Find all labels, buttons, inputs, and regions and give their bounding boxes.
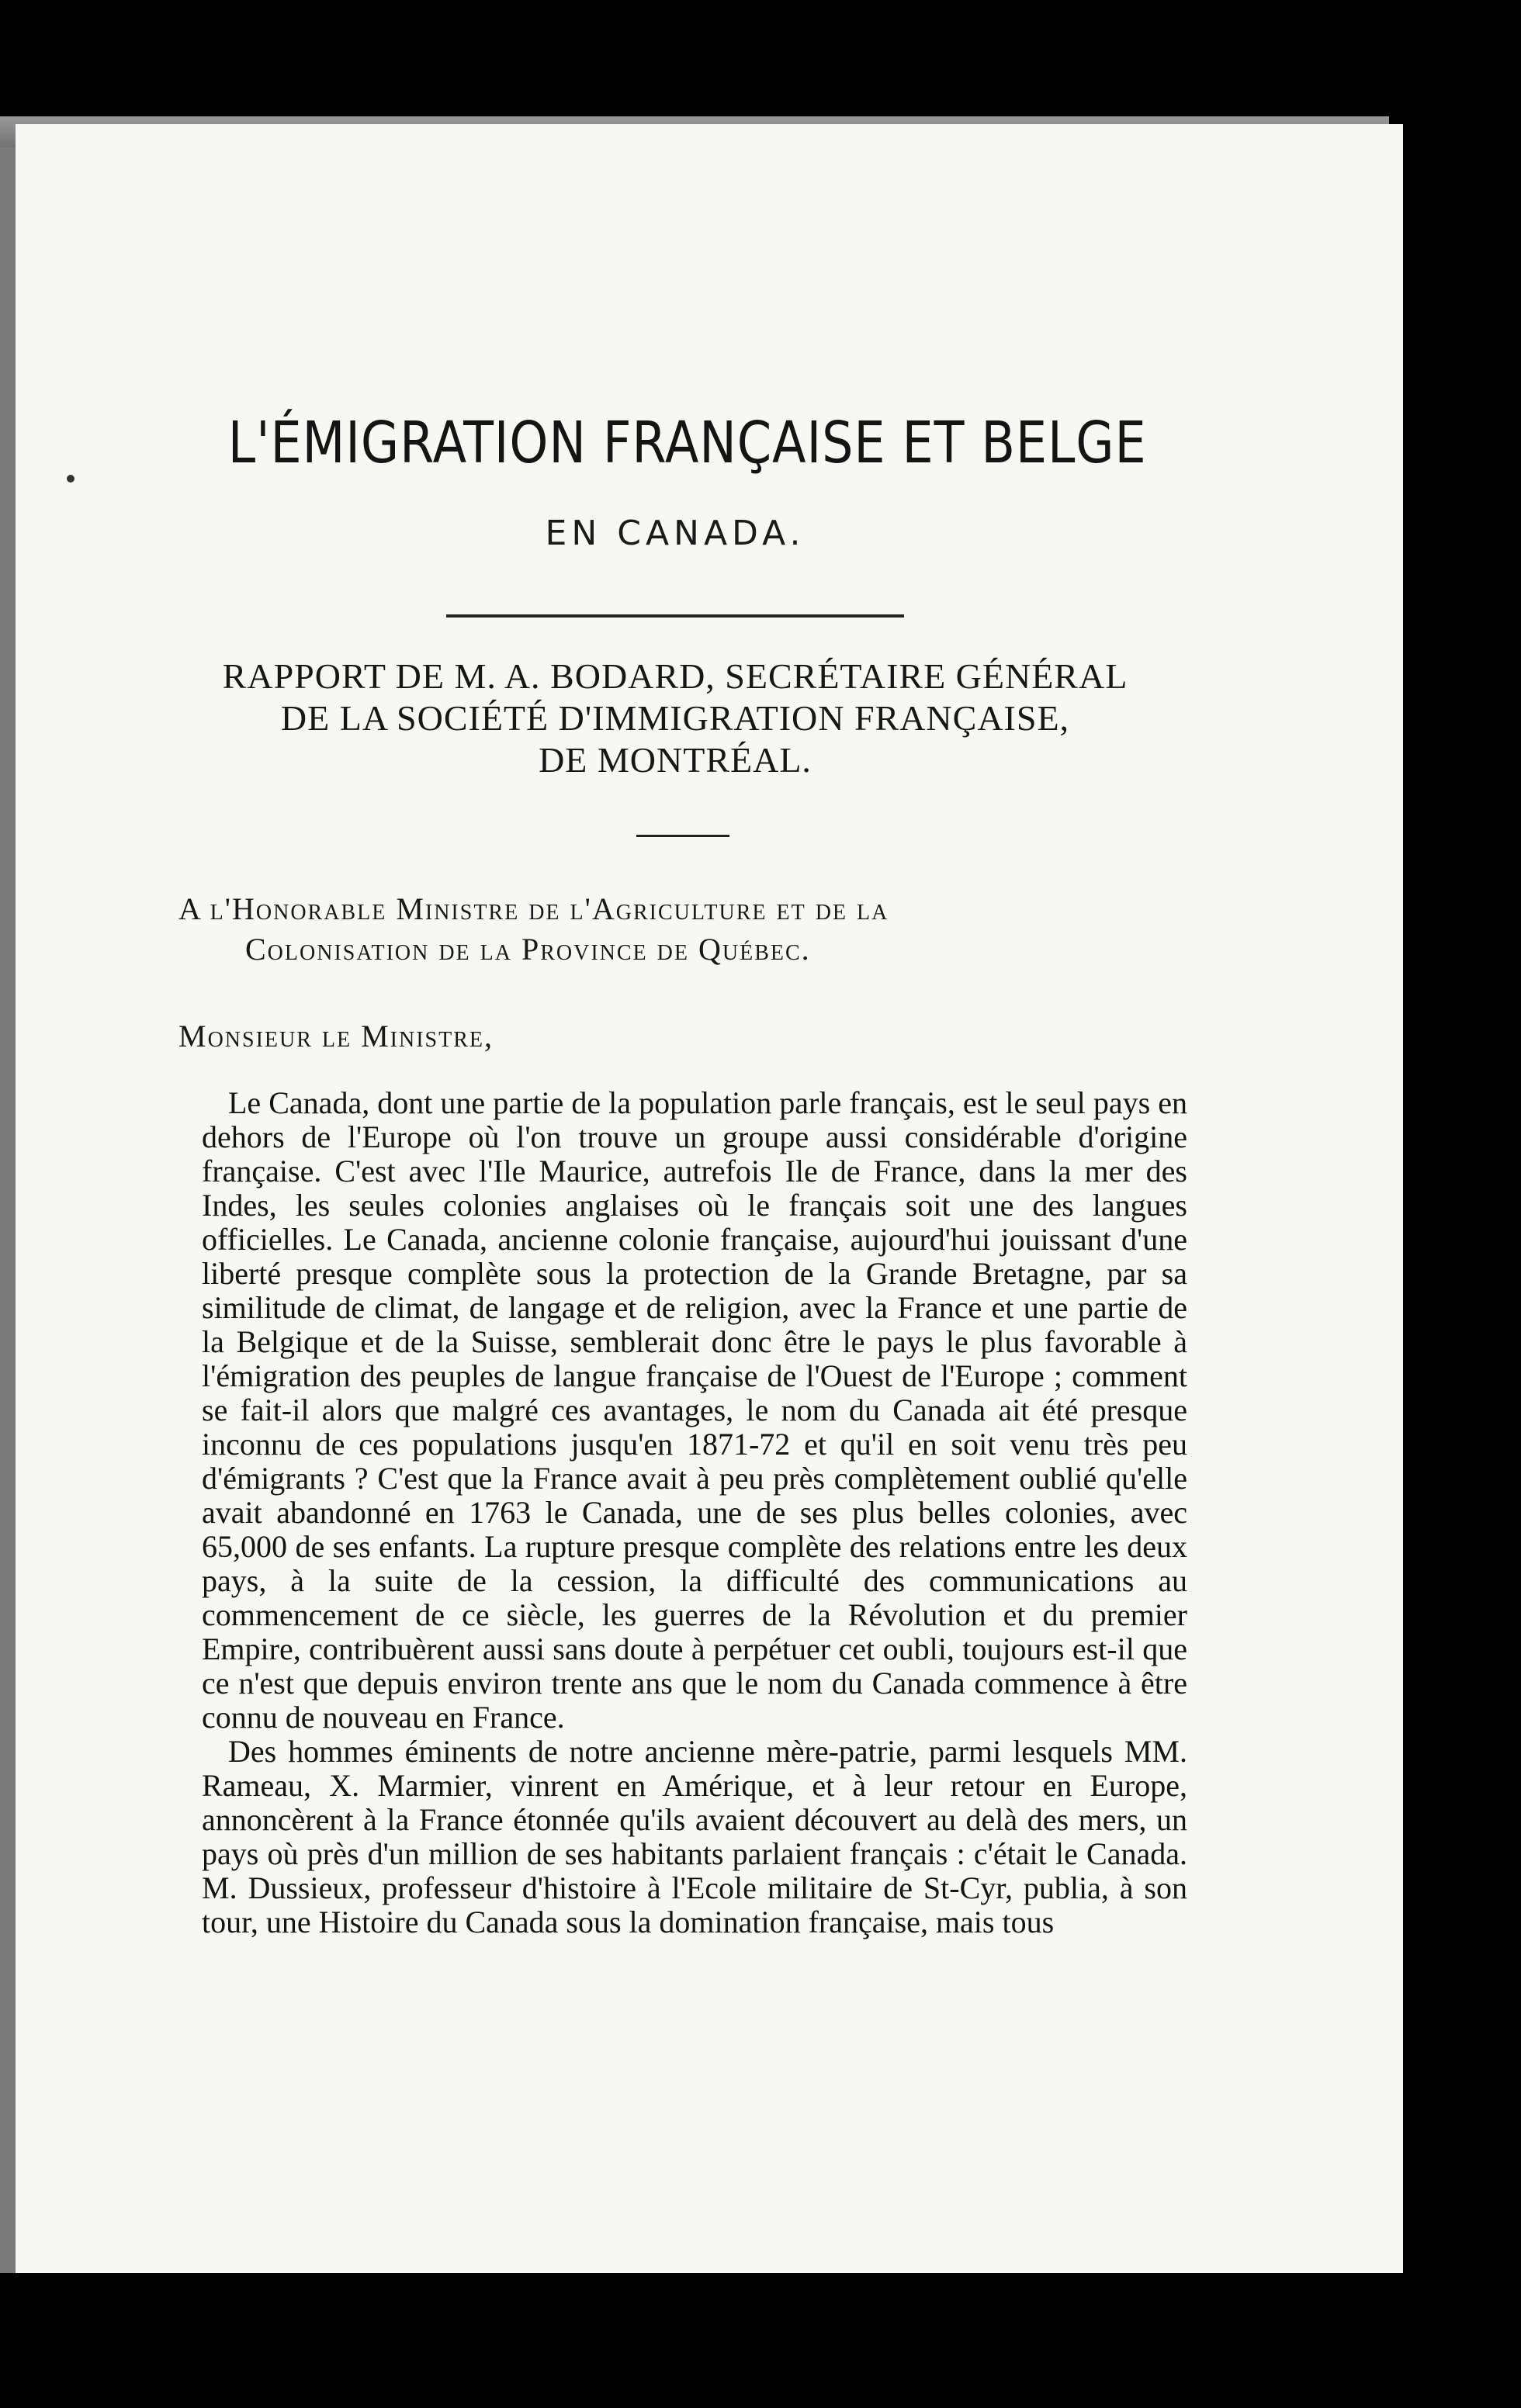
report-heading-line-2: DE LA SOCIÉTÉ D'IMMIGRATION FRANÇAISE, xyxy=(280,698,1070,738)
scan-left-edge xyxy=(0,147,16,2273)
salutation: Monsieur le Ministre, xyxy=(178,1019,494,1054)
heading-divider xyxy=(636,835,729,837)
body-text xyxy=(202,1086,1187,1939)
title-divider xyxy=(446,614,904,618)
addressee xyxy=(178,889,1249,970)
report-heading-line-3: DE MONTRÉAL. xyxy=(539,740,812,780)
addressee-line-1: A l'Honorable Ministre de l'Agriculture et de la xyxy=(178,891,889,926)
paragraph-1: Le Canada, dont une partie de la population parle français, est le seul pays en dehors de l'Europe où l'on trouve un groupe aussi considérable d'origine française. C'est avec l'Ile Maurice, autrefois Ile de France, dans la mer des Indes, les seules colonies anglaises où le français soit une des langues officielles. Le Canada, ancienne colonie française, aujourd'hui jouissant d'une liberté presque complète sous la protection de la Grande Bretagne, par sa similitude de climat, de langage et de religion, avec la France et une partie de la Belgique et de la Suisse, semblerait donc être le pays le plus favorable à l'émigration des peuples de langue française de l'Ouest de l'Europe ; comment se fait-il alors que malgré ces avantages, le nom du Canada ait été presque inconnu de ces populations jusqu'en 1871-72 et qu'il en soit venu très peu d'émigrants ? C'est que la France avait à peu près complètement oublié qu'elle avait abandonné en 1763 le Canada, une de ses plus belles colonies, avec 65,000 de ses enfants. La rupture presque complète des relations entre les deux pays, à la suite de la cession, la difficulté des communications au commencement de ce siècle, les guerres de la Révolution et du premier Empire, contribuèrent aussi sans doute à perpétuer cet oubli, toujours est-il que ce n'est que depuis environ trente ans que le nom du Canada commence à être connu de nouveau en France. xyxy=(202,1085,1187,1735)
paragraph-2: Des hommes éminents de notre ancienne mère-patrie, parmi lesquels MM. Rameau, X. Marmier, vinrent en Amérique, et à leur retour en Europe, annoncèrent à la France étonnée qu'ils avaient découvert au delà des mers, un pays où près d'un million de ses habitants parlaient français : c'était le Canada. M. Dussieux, professeur d'histoire à l'Ecole militaire de St-Cyr, publia, à son tour, une Histoire du Canada sous la domination française, mais tous xyxy=(202,1734,1187,1939)
document-title: L'ÉMIGRATION FRANÇAISE ET BELGE xyxy=(227,410,1147,476)
report-heading-line-1: RAPPORT DE M. A. BODARD, SECRÉTAIRE GÉNÉRAL xyxy=(222,656,1128,696)
addressee-line-2: Colonisation de la Province de Québec. xyxy=(245,932,811,967)
report-heading xyxy=(155,656,1195,781)
margin-dot xyxy=(67,475,74,483)
document-subtitle: EN CANADA. xyxy=(545,514,806,553)
